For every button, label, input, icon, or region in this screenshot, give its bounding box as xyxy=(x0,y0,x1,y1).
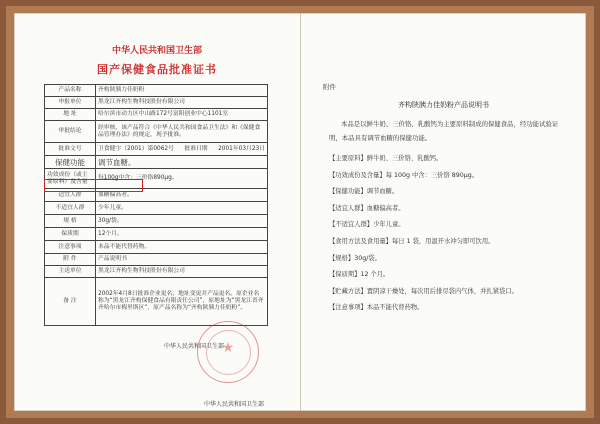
table-row xyxy=(45,215,268,228)
row-value: 调节血糖。 xyxy=(96,156,268,169)
row-value: 30g/袋。 xyxy=(96,215,268,228)
row-label: 规 格 xyxy=(45,215,96,228)
list-item: 【注意事项】本品不能代替药物。 xyxy=(329,304,424,312)
table-row xyxy=(45,254,268,266)
star-icon: ★ xyxy=(221,340,235,356)
row-value: 少年儿童。 xyxy=(96,202,268,215)
row-label: 保质期 xyxy=(45,228,96,241)
ministry-title: 中华人民共和国卫生部 xyxy=(111,46,202,56)
approval-number: 卫食健字（2001）第0062号 xyxy=(98,145,174,152)
row-label: 附 件 xyxy=(45,254,96,266)
list-item: 【贮藏方法】置阴凉干燥处，每次用后排尽袋内气体，并扎紧袋口。 xyxy=(329,287,518,295)
issuer-name-bottom: 中华人民共和国卫生部 xyxy=(204,401,265,408)
row-value: 产品说明书 xyxy=(96,254,268,266)
table-row xyxy=(45,156,268,169)
row-value: 黑龙江齐构生物科技股份有限公司 xyxy=(96,97,268,109)
list-item: 【食用方法及食用量】每日 1 袋，用温开水冲匀即可饮用。 xyxy=(329,237,495,245)
left-page xyxy=(14,13,300,411)
row-value: 黑龙江齐构生物科技股份有限公司 xyxy=(96,266,268,278)
row-label: 主送单位 xyxy=(45,266,96,278)
row-label: 申报单位 xyxy=(45,97,96,109)
row-label: 注意事项 xyxy=(45,241,96,254)
row-value: 2002年4月8日批准企业更名、地址变更并产品更名。原企业名称为“黑龙江齐构保健食品有限责任公司”，原地址为“黑龙江省齐齐哈尔市梅里斯区”，原产品名称为“齐构陕胰力佳奶粉”。 xyxy=(96,278,268,326)
row-value: 本品不能代替药物。 xyxy=(96,241,268,254)
instruction-items xyxy=(329,154,569,320)
instructions-title: 齐构陕胰力佳奶粉产品说明书 xyxy=(398,101,489,109)
table-row xyxy=(45,202,268,215)
table-row xyxy=(45,278,268,326)
page-fold xyxy=(300,13,301,411)
row-label: 功效成份（或主要原料）及含量 xyxy=(45,169,96,189)
row-label: 备 注 xyxy=(45,278,96,326)
table-row xyxy=(45,241,268,254)
row-label: 不适宜人群 xyxy=(45,202,96,215)
list-item: 【不适宜人群】少年儿童。 xyxy=(329,221,405,229)
table-row xyxy=(45,85,268,97)
row-value: 经审核，该产品符合《中华人民共和国食品卫生法》和《保健食品管理办法》的规定，现予批准。 xyxy=(96,121,268,143)
list-item: 【适宜人群】血糖偏高者。 xyxy=(329,204,405,212)
approval-date-label: 批准日期 xyxy=(184,145,208,152)
row-value: 12个月。 xyxy=(96,228,268,241)
row-label: 审批结论 xyxy=(45,121,96,143)
row-value: 每100g中含：三价铬890μg。 xyxy=(96,169,268,189)
attachment-label: 附件 xyxy=(323,83,336,91)
highlight-box xyxy=(44,179,143,192)
list-item: 【保质期】12 个月。 xyxy=(329,271,390,279)
list-item: 【主要原料】鲜牛奶、三价铬、乳酸钙。 xyxy=(329,155,443,162)
approval-table xyxy=(44,84,268,326)
list-item: 【规格】30g/袋。 xyxy=(329,254,381,262)
list-item: 【功效成份及含量】每 100g 中含：三价铬 890μg。 xyxy=(329,171,479,179)
certificate-title: 国产保健食品批准证书 xyxy=(97,63,217,76)
official-seal xyxy=(197,321,259,383)
table-row xyxy=(45,121,268,143)
row-label: 地 址 xyxy=(45,109,96,121)
row-value: 血糖偏高者。 xyxy=(96,189,268,202)
row-value: 齐构陕胰力佳奶粉 xyxy=(96,85,268,97)
row-label: 保健功能 xyxy=(45,156,96,169)
row-label: 产品名称 xyxy=(45,85,96,97)
row-value: 哈尔滨市动力区中山路172号富阳创业中心1101室 xyxy=(96,109,268,121)
row-label: 适宜人群 xyxy=(45,189,96,202)
table-row xyxy=(45,266,268,278)
list-item: 【保健功能】调节血糖。 xyxy=(329,188,399,196)
intro-paragraph: 本品是以鲜牛奶、三价铬、乳酸钙为主要原料制成的保健食品，经功能试验证明，本品具有调节血糖的保健功能。 xyxy=(329,120,559,142)
row-label: 批准文号 xyxy=(45,143,96,156)
table-row xyxy=(45,143,268,156)
issuer-name: 中华人民共和国卫生部 xyxy=(164,343,225,350)
table-row xyxy=(45,109,268,121)
table-row xyxy=(45,97,268,109)
table-row xyxy=(45,228,268,241)
right-page xyxy=(301,13,586,411)
approval-date: 2001年03月23日 xyxy=(218,145,265,152)
